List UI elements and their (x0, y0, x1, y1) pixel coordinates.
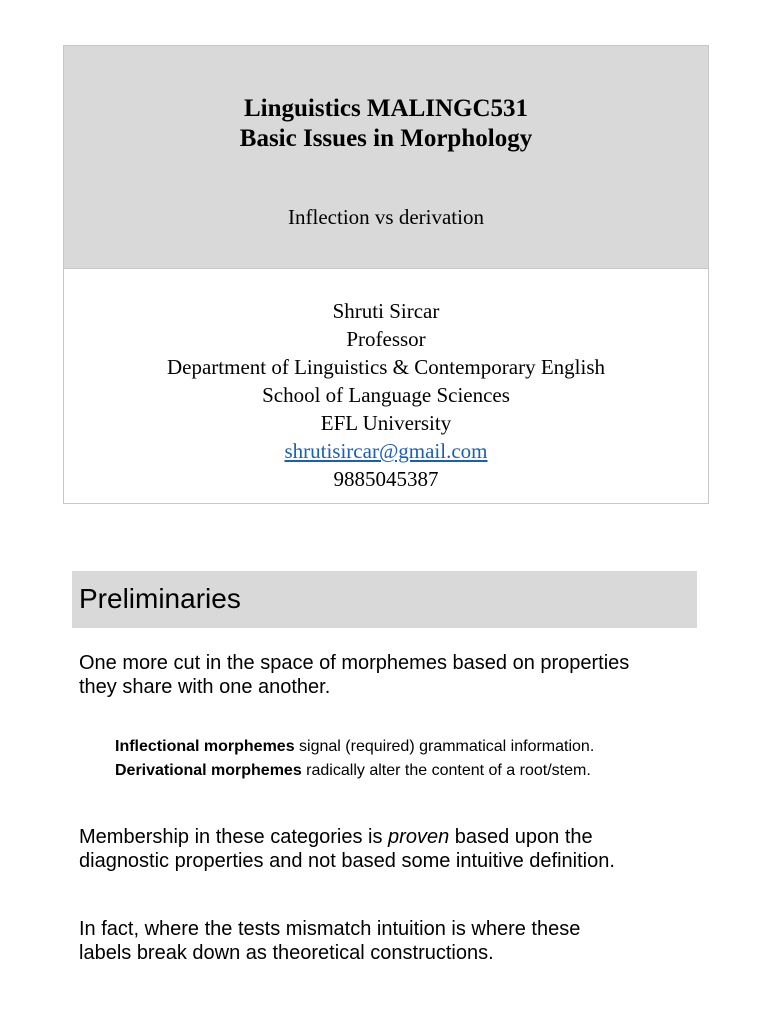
author-role: Professor (346, 327, 426, 351)
derivational-term: Derivational morphemes (115, 762, 302, 779)
author-university: EFL University (320, 411, 452, 435)
author-info (64, 297, 708, 493)
intro-line-2: they share with one another. (79, 676, 331, 698)
membership-line-2: diagnostic properties and not based some intuitive definition. (79, 850, 615, 872)
intro-paragraph (79, 651, 699, 699)
derivational-text: radically alter the content of a root/stem. (301, 762, 591, 779)
derivational-definition (115, 759, 695, 783)
author-school: School of Language Sciences (262, 383, 510, 407)
author-email-link[interactable]: shrutisircar@gmail.com (284, 439, 488, 463)
membership-text-b: based upon the (449, 826, 593, 848)
mismatch-paragraph (79, 917, 699, 965)
preliminaries-heading-bar (72, 571, 697, 628)
mismatch-line-2: labels break down as theoretical constructions. (79, 942, 494, 964)
mismatch-line-1: In fact, where the tests mismatch intuition is where these (79, 918, 581, 940)
author-department: Department of Linguistics & Contemporary English (166, 355, 605, 379)
inflectional-term: Inflectional morphemes (115, 738, 295, 755)
title-slide-header (64, 46, 708, 269)
inflectional-text: signal (required) grammatical information. (294, 738, 595, 755)
membership-paragraph (79, 825, 699, 873)
inflectional-definition (115, 735, 695, 759)
author-phone: 9885045387 (333, 467, 439, 491)
lecture-title: Basic Issues in Morphology (239, 125, 533, 152)
membership-emphasis: proven (388, 826, 450, 848)
membership-text-a: Membership in these categories is (79, 826, 389, 848)
membership-line-1 (79, 825, 699, 849)
author-name: Shruti Sircar (332, 299, 440, 323)
lecture-subtitle: Inflection vs derivation (288, 205, 484, 229)
title-slide (63, 45, 709, 504)
intro-line-1: One more cut in the space of morphemes based on properties (79, 652, 630, 674)
course-title: Linguistics MALINGC531 (243, 95, 529, 122)
preliminaries-heading: Preliminaries (79, 583, 241, 614)
